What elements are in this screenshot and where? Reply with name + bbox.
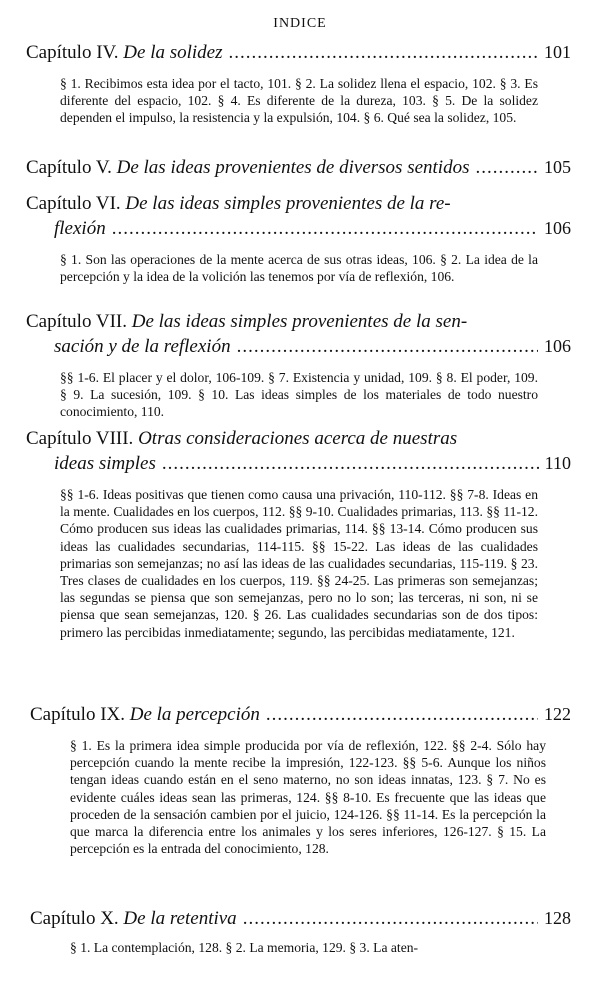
chapter-title: De las ideas simples provenientes de la sen- — [131, 311, 468, 332]
dot-leader — [162, 452, 539, 476]
chapter-heading[interactable] — [30, 906, 571, 931]
page-number: 122 — [544, 704, 571, 724]
chapter-v — [26, 155, 571, 180]
chapter-title: De la percepción — [129, 704, 260, 725]
dot-leader — [243, 907, 538, 931]
page-number: 110 — [544, 453, 571, 473]
chapter-label: Capítulo VII. — [26, 311, 127, 332]
dot-leader — [229, 41, 538, 65]
chapter-iv — [26, 40, 571, 127]
chapter-label: Capítulo IX. — [30, 704, 125, 725]
chapter-title: Otras consideraciones acerca de nuestras — [138, 428, 458, 449]
chapter-label: Capítulo IV. — [26, 42, 119, 63]
chapter-label: Capítulo X. — [30, 908, 119, 929]
chapter-title: De la solidez — [123, 42, 223, 63]
chapter-label: Capítulo VIII. — [26, 428, 134, 449]
chapter-heading[interactable] — [26, 310, 571, 359]
chapter-vii — [26, 310, 571, 421]
dot-leader — [237, 335, 538, 359]
chapter-summary: § 1. Son las operaciones de la mente acerca de sus otras ideas, 106. § 2. La idea de la percepción y la idea de la volición las tenemos por vía de reflexión, 106. — [60, 252, 538, 285]
page-number: 106 — [544, 218, 571, 238]
chapter-summary: §§ 1-6. Ideas positivas que tienen como causa una privación, 110-112. §§ 7-8. Ideas en la mente. Cualidades en los cuerpos, 112. §§ 9-10. Cualidades primarias, 113. §§ 11-12. Cómo producen sus ideas las cualidades primarias, 114. §§ 13-14. Cómo producen sus ideas las cualidades secundarias, 114-115. §§ 15-22. Las ideas de las cualidades primarias son semejanzas; no así las ideas de las cualidades secundarias, 115-119. § 23. Tres clases de cualidades en los cuerpos, 119. §§ 24-25. Las primeras son semejanzas; las segundas se piensa que son semejanzas, pero no lo son; las terceras, ni son, ni se piensa que sean semejanzas, 120. § 26. Las cualidades secundarias son de dos tipos: primero las percibidas inmediatamente; segundo, las percibidas mediatamente, 121. — [60, 487, 538, 640]
chapter-heading[interactable] — [26, 192, 571, 241]
chapter-heading[interactable] — [26, 427, 571, 476]
chapter-label: Capítulo V. — [26, 157, 112, 178]
dot-leader — [266, 703, 538, 727]
chapter-title-cont: flexión — [54, 218, 106, 239]
page-number: 101 — [544, 42, 571, 62]
chapter-summary: § 1. La contemplación, 128. § 2. La memoria, 129. § 3. La aten- — [70, 940, 419, 955]
chapter-title: De las ideas simples provenientes de la re- — [125, 193, 451, 214]
chapter-heading[interactable] — [26, 40, 571, 65]
dot-leader — [475, 156, 538, 180]
page-number: 106 — [544, 336, 571, 356]
chapter-summary: § 1. Recibimos esta idea por el tacto, 101. § 2. La solidez llena el espacio, 102. § 3. Es diferente del espacio, 102. § 4. Es diferente de la dureza, 103. § 5. De la solidez dependen el impulso, la resistencia y la expulsión, 104. § 6. Qué sea la solidez, 105. — [60, 76, 538, 126]
chapter-ix — [30, 702, 575, 857]
chapter-title: De la retentiva — [123, 908, 237, 929]
chapter-vi — [26, 192, 571, 285]
page-header: INDICE — [273, 16, 327, 31]
page-number: 128 — [544, 908, 571, 928]
dot-leader — [112, 217, 538, 241]
chapter-summary: § 1. Es la primera idea simple producida por vía de reflexión, 122. §§ 2-4. Sólo hay percepción cuando la mente recibe la impresión, 122-123. §§ 5-6. Aunque los niños tengan ideas cuando están en el seno materno, no son ideas innatas, 123. § 7. No es evidente cuáles ideas sean las primeras, 124. §§ 8-10. Es frecuente que las ideas que proceden de la sensación cambien por el juicio, 124-126. §§ 11-14. Es la percepción la que marca la diferencia entre los animales y los seres inferiores, 126-127. § 15. La percepción es la entrada del conocimiento, 128. — [70, 738, 546, 857]
chapter-viii — [26, 427, 571, 641]
chapter-label: Capítulo VI. — [26, 193, 121, 214]
chapter-heading[interactable] — [30, 702, 571, 727]
page-number: 105 — [544, 157, 571, 177]
chapter-x — [30, 906, 575, 956]
chapter-title-cont: sación y de la reflexión — [54, 336, 231, 357]
chapter-summary: §§ 1-6. El placer y el dolor, 106-109. § 7. Existencia y unidad, 109. § 8. El poder, 109. § 9. La sucesión, 109. § 10. Las ideas simples de los materiales de todo nuestro conocimiento, 110. — [60, 370, 538, 420]
chapter-title-cont: ideas simples — [54, 453, 156, 474]
chapter-heading[interactable] — [26, 155, 571, 180]
chapter-title: De las ideas provenientes de diversos sentidos — [116, 157, 470, 178]
